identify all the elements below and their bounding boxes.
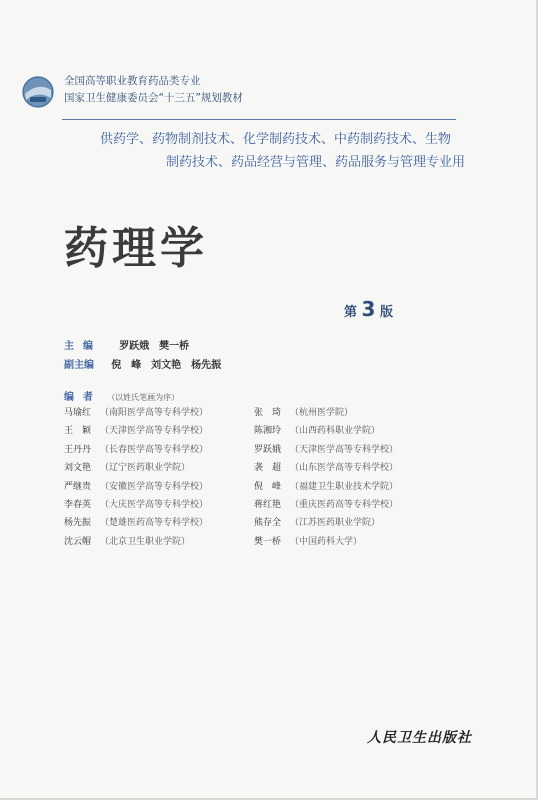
- majors-line-1: 供药学、药物制剂技术、化学制药技术、中药制药技术、生物: [100, 132, 452, 147]
- editor-entry: [64, 459, 208, 477]
- editor-entry: [64, 478, 208, 496]
- divider: [62, 119, 456, 120]
- editors-role: 编者: [64, 392, 102, 403]
- editor-name: 熊存全: [254, 518, 282, 529]
- edition: [344, 297, 393, 321]
- associate-editor-names: 倪 峰 刘文艳 杨先振: [111, 360, 222, 371]
- book-title: 药理学: [64, 223, 208, 274]
- associate-editor-row: [64, 356, 221, 371]
- editor-entry: [254, 441, 398, 459]
- majors-block: [100, 128, 466, 174]
- editor-affiliation: （长春医学高等专科学校）: [100, 444, 209, 455]
- editor-affiliation: （辽宁医药职业学院）: [100, 463, 191, 474]
- majors-line-2: 制药技术、药品经营与管理、药品服务与管理专业用: [166, 155, 466, 170]
- editor-entry: [64, 422, 208, 440]
- editors-note: （以姓氏笔画为序）: [107, 393, 180, 402]
- editor-affiliation: （大庆医学高等专科学校）: [100, 499, 209, 510]
- editor-name: 杨先振: [64, 518, 92, 529]
- editor-affiliation: （重庆医药高等专科学校）: [290, 499, 399, 510]
- editor-entry: [64, 404, 208, 422]
- edition-suffix: 版: [380, 305, 394, 320]
- editor-affiliation: （中国药科大学）: [290, 536, 363, 547]
- editor-affiliation: （山西药科职业学院）: [290, 426, 381, 437]
- chief-editor-names: 罗跃娥 樊一桥: [119, 341, 190, 352]
- editor-name: 罗跃娥: [254, 444, 282, 455]
- editor-entry: [64, 441, 208, 459]
- editor-affiliation: （天津医学高等专科学校）: [290, 444, 399, 455]
- editor-affiliation: （南阳医学高等专科学校）: [100, 408, 209, 418]
- edition-prefix: 第: [344, 305, 358, 320]
- chief-editor-role: 主编: [64, 341, 102, 352]
- editor-affiliation: （天津医学高等专科学校）: [100, 426, 209, 437]
- editor-name: 王丹丹: [64, 444, 92, 455]
- series-logo-icon: [22, 76, 54, 108]
- editor-name: 马瑜红: [64, 408, 92, 418]
- editor-name: 刘文艳: [64, 463, 92, 474]
- editor-affiliation: （杭州医学院）: [290, 408, 354, 418]
- editor-name: 严继贵: [64, 481, 92, 492]
- editor-affiliation: （北京卫生职业学院）: [100, 536, 191, 547]
- editor-entry: [64, 533, 208, 551]
- editor-affiliation: （福建卫生职业技术学院）: [290, 481, 399, 492]
- series-info: [64, 73, 243, 107]
- editor-name: 蒋红艳: [254, 499, 282, 510]
- editor-name: 李春英: [64, 499, 92, 510]
- editor-name: 袭 超: [254, 463, 282, 474]
- series-line-1: 全国高等职业教育药品类专业: [64, 75, 201, 87]
- publisher-logo: 人民卫生出版社: [367, 730, 472, 746]
- editor-entry: [254, 478, 398, 496]
- editor-list-right: [254, 404, 398, 551]
- chief-editor-row: [64, 337, 189, 352]
- editor-entry: [254, 404, 398, 422]
- editor-entry: [254, 514, 398, 532]
- editor-name: 樊一桥: [254, 536, 282, 547]
- editor-name: 倪 峰: [254, 481, 282, 492]
- editor-entry: [64, 496, 208, 514]
- editor-affiliation: （江苏医药职业学院）: [290, 518, 381, 529]
- editor-affiliation: （楚雄医药高等专科学校）: [100, 518, 209, 529]
- editor-list-left: [64, 404, 208, 551]
- editor-name: 张 琦: [254, 408, 282, 418]
- editor-entry: [254, 533, 398, 551]
- editor-name: 王 颖: [64, 426, 92, 437]
- associate-editor-role: 副主编: [64, 360, 94, 371]
- editor-entry: [254, 422, 398, 440]
- editor-name: 陈湘玲: [254, 426, 282, 437]
- editors-heading: [64, 388, 179, 403]
- editor-affiliation: （安徽医学高等专科学校）: [100, 481, 209, 492]
- series-line-2: 国家卫生健康委员会“十三五”规划教材: [64, 92, 243, 104]
- edition-number: 3: [361, 297, 376, 321]
- editor-affiliation: （山东医学高等专科学校）: [290, 463, 399, 474]
- editor-entry: [254, 459, 398, 477]
- editor-entry: [254, 496, 398, 514]
- editor-name: 沈云帽: [64, 536, 92, 547]
- editor-entry: [64, 514, 208, 532]
